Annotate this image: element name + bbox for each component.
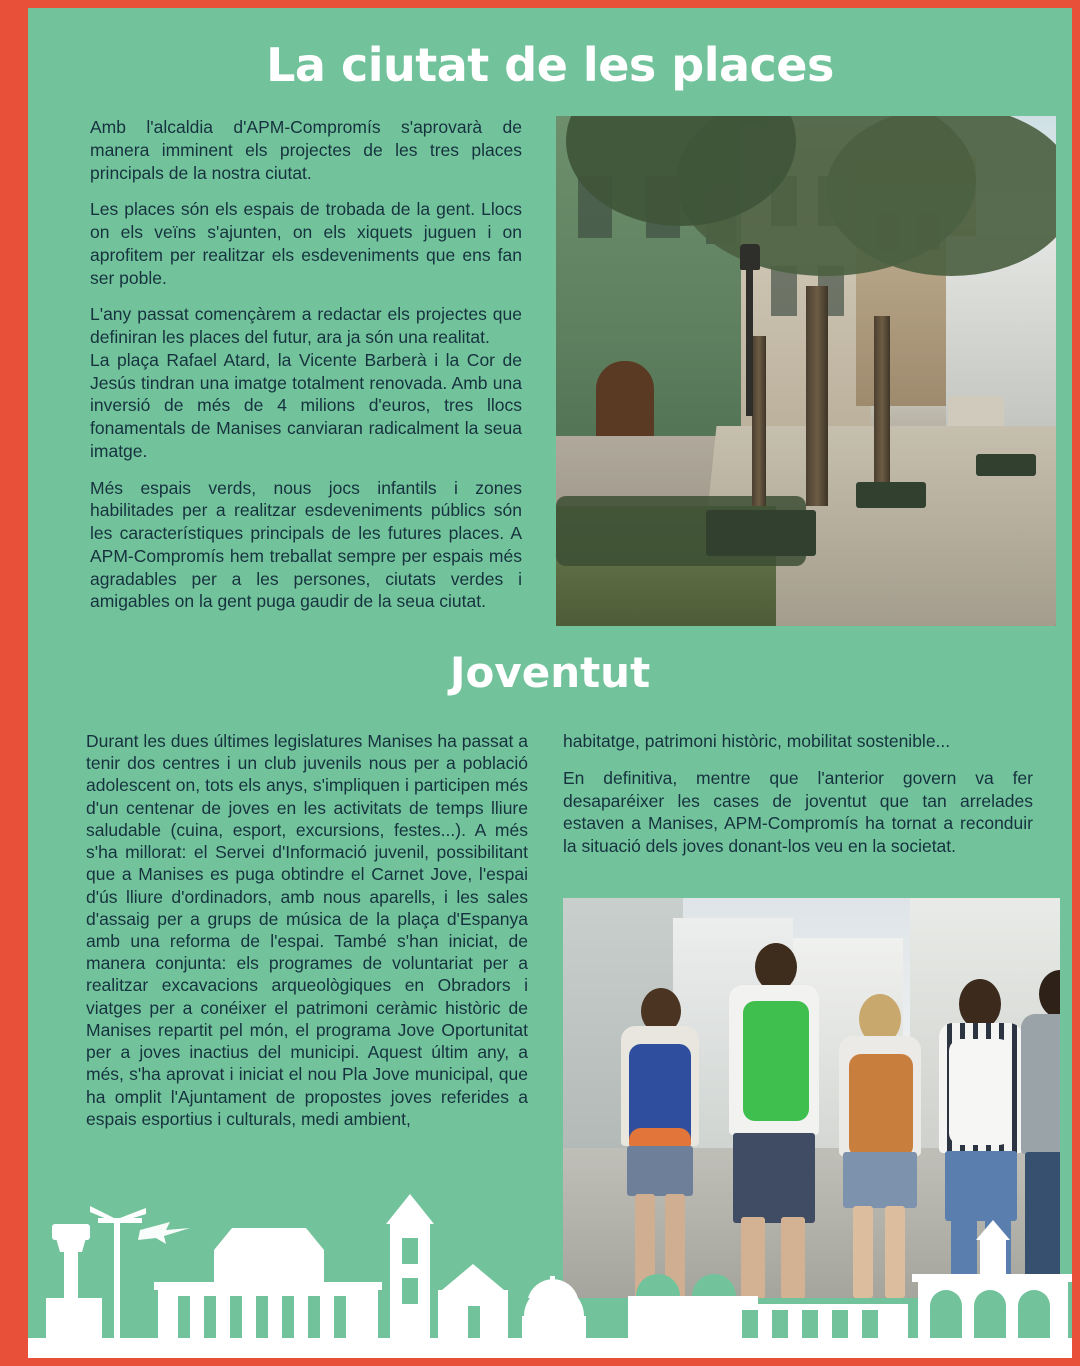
plaza-photo-tree-trunk (752, 336, 766, 506)
youth-group-photo (563, 898, 1060, 1298)
youth-photo-backpack (849, 1054, 913, 1158)
plaza-photo-lamp-post (746, 266, 753, 416)
youth-photo-backpack (949, 1039, 1011, 1145)
joventut-right-paragraph-1: habitatge, patrimoni històric, mobilitat sostenible... (563, 731, 951, 751)
plaza-photo-tree-trunk (806, 286, 828, 506)
youth-photo-person-leg (853, 1206, 873, 1298)
youth-photo-person (713, 943, 833, 1298)
youth-photo-person-leg (781, 1217, 805, 1298)
joventut-body-text-left (86, 730, 528, 1130)
page-title-joventut: Joventut (449, 648, 651, 697)
youth-photo-person-head (1039, 970, 1060, 1018)
youth-photo-person-leg (635, 1194, 655, 1298)
youth-photo-person-jeans (945, 1151, 1017, 1221)
youth-photo-person-jeans (1025, 1152, 1060, 1298)
plaza-photo-bench (976, 454, 1036, 476)
youth-photo-person-leg (665, 1194, 685, 1298)
youth-photo-person (825, 980, 935, 1298)
youth-photo-person-leg (885, 1206, 905, 1298)
plaza-photo-lamp-head (740, 244, 760, 270)
poster-background-panel (28, 8, 1072, 1358)
youth-photo-person-head (755, 943, 797, 991)
youth-photo-person-shorts (733, 1133, 815, 1223)
youth-photo-person-skirt (843, 1152, 917, 1208)
page-title-places: La ciutat de les places (266, 38, 834, 92)
places-paragraph-2: Les places són els espais de trobada de la gent. Llocs on els veïns s'ajunten, on els xiquets juguen i on aprofitem per realitzar els esdeveniments que ens fan ser poble. (90, 199, 522, 288)
joventut-body-text-right (563, 730, 1033, 858)
places-paragraph-1: Amb l'alcaldia d'APM-Compromís s'aprovarà de manera imminent els projectes de les tres places principals de la nostra ciutat. (90, 117, 522, 183)
plaza-photo-tree-trunk (874, 316, 890, 506)
plaza-photo-bench (856, 482, 926, 508)
plaza-photo-bench (706, 510, 816, 556)
youth-photo-person-leg (985, 1219, 1011, 1298)
joventut-left-paragraph-1: Durant les dues últimes legislatures Manises ha passat a tenir dos centres i un club juvenils nous per a població adolescent on, tots els anys, s'impliquen i participen més d'un centenar de joves en les activitats de temps lliure saludable (cuina, esport, excursions, festes...). A més s'ha millorat: el Servei d'Informació juvenil, possibilitant que a Manises es puga obtindre el Carnet Jove, l'espai d'ús lliure d'ordinadors, amb nous aparells, i les sales d'assaig per a grups de música de la plaça d'Espanya amb una reforma de l'espai. També s'han iniciat, de manera conjunta: els programes de voluntariat per a realitzar excavacions arqueològiques en Obradors i viatges per a conéixer el patrimoni ceràmic històric de Manises repartit pel món, el programa Jove Oportunitat per a joves inactius del municipi. Aquest últim any, a més, s'ha aprovat i iniciat el nou Pla Jove municipal, que ha omplit l'Ajuntament de propostes joves referides a espais esportius i culturals, medi ambient, (86, 731, 528, 1129)
places-paragraph-4: La plaça Rafael Atard, la Vicente Barberà i la Cor de Jesús tindran una imatge totalment renovada. Amb una inversió de més de 4 milions d'euros, tres llocs fonamentals de Manises canviaran radicalment la seua imatge. (90, 349, 522, 461)
youth-photo-person-torso (1021, 1014, 1060, 1154)
joventut-right-paragraph-2: En definitiva, mentre que l'anterior govern va fer desaparéixer les cases de joventut que tan arrelades estaven a Manises, APM-Compromís ha tornat a reconduir la situació dels joves donant-los veu en la societat. (563, 767, 1033, 856)
youth-photo-person-leg (741, 1217, 765, 1298)
youth-photo-person (1015, 968, 1060, 1298)
youth-photo-backpack (743, 1001, 809, 1121)
places-body-text (90, 116, 522, 613)
youth-photo-person-leg (951, 1219, 977, 1298)
youth-photo-person-skirt (627, 1146, 693, 1196)
youth-photo-person-head (959, 979, 1001, 1029)
places-paragraph-3: L'any passat començàrem a redactar els projectes que definiran les places del futur, ara ja són una realitat. (90, 304, 522, 347)
youth-photo-person (603, 978, 713, 1298)
places-paragraph-5: Més espais verds, nous jocs infantils i zones habilitades per a realitzar esdeveniments públics són les característiques principals de les futures places. A APM-Compromís hem treballat sempre per espais més agradables per a les persones, ciutats verdes i amigables on la gent puga gaudir de la seua ciutat. (90, 477, 522, 612)
plaza-photo (556, 116, 1056, 626)
